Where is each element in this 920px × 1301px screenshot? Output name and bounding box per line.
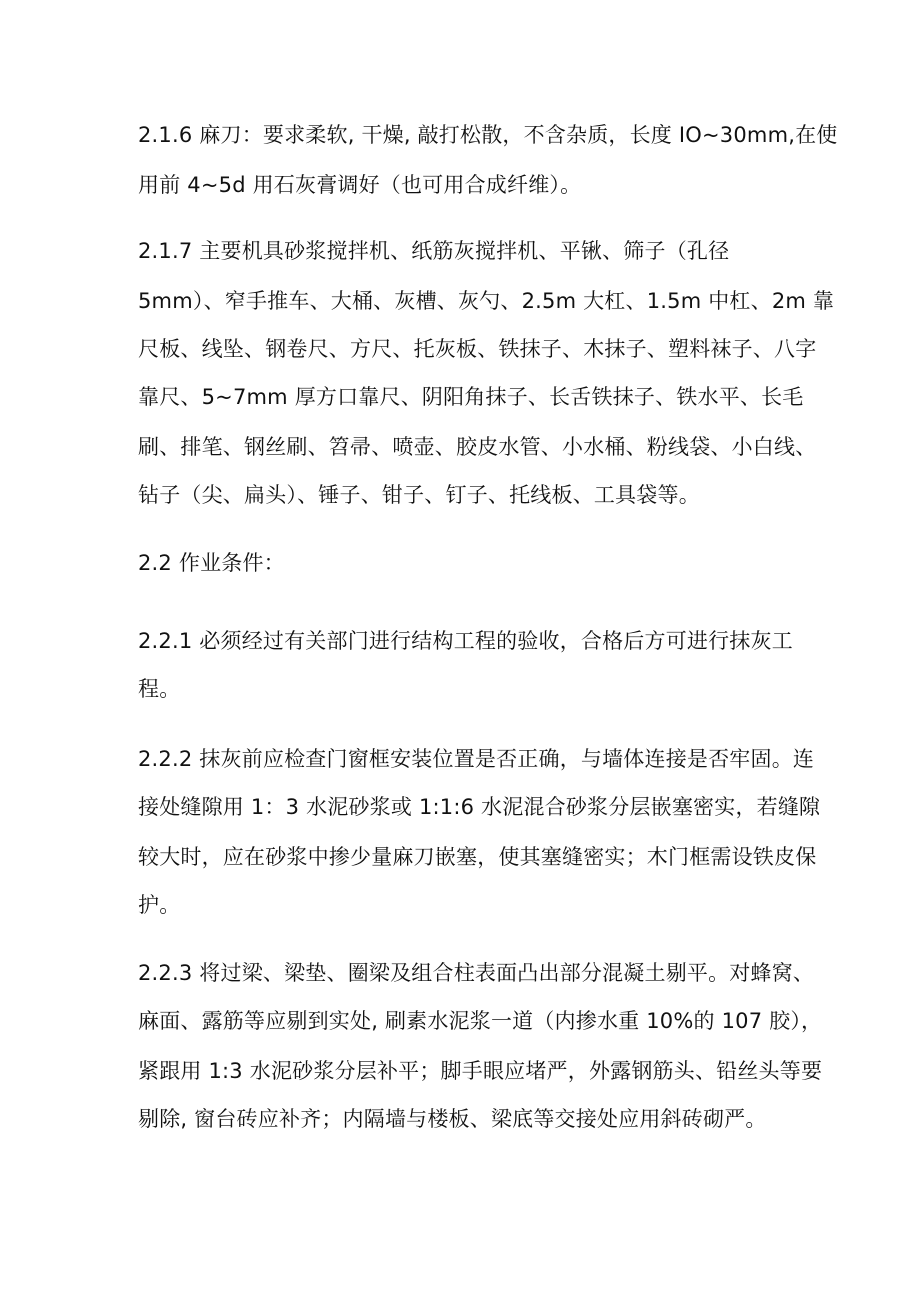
text-line: 2.2.3 将过梁、梁垫、圈梁及组合柱表面凸出部分混凝土剔平。对蜂窝、: [138, 961, 815, 985]
text-line: 接处缝隙用 1：3 水泥砂浆或 1:1:6 水泥混合砂浆分层嵌塞密实，若缝隙: [138, 795, 821, 819]
text-line: 靠尺、5~7mm 厚方口靠尺、阴阳角抹子、长舌铁抹子、铁水平、长毛: [138, 385, 804, 409]
text-line: 2.2.1 必须经过有关部门进行结构工程的验收，合格后方可进行抹灰工: [138, 629, 793, 653]
text-line: 2.1.7 主要机具砂浆搅拌机、纸筋灰搅拌机、平锹、筛子（孔径: [138, 239, 730, 263]
text-line: 2.2.2 抹灰前应检查门窗框安装位置是否正确，与墙体连接是否牢固。连: [138, 747, 815, 771]
text-line: 5mm）、窄手推车、大桶、灰槽、灰勺、2.5m 大杠、1.5m 中杠、2m 靠: [138, 289, 835, 313]
text-line: 程。: [138, 677, 181, 701]
text-line: 2.1.6 麻刀：要求柔软, 干燥, 敲打松散，不含杂质，长度 IO~30mm,在使: [138, 123, 838, 147]
text-line: 刷、排笔、钢丝刷、笤帚、喷壶、胶皮水管、小水桶、粉线袋、小白线、: [138, 435, 817, 459]
text-line: 尺板、线坠、钢卷尺、方尺、托灰板、铁抹子、木抹子、塑料袜子、八字: [138, 337, 817, 361]
text-line: 钻子（尖、扁头）、锤子、钳子、钉子、托线板、工具袋等。: [138, 483, 700, 507]
text-line: 用前 4~5d 用石灰膏调好（也可用合成纤维）。: [138, 173, 582, 197]
text-line: 麻面、露筋等应剔到实处, 刷素水泥浆一道（内掺水重 10%的 107 胶），: [138, 1009, 823, 1033]
text-line: 护。: [138, 893, 181, 917]
section-heading: 2.2 作业条件：: [138, 551, 285, 575]
text-line: 剔除, 窗台砖应补齐；内隔墙与楼板、梁底等交接处应用斜砖砌严。: [138, 1107, 767, 1131]
text-line: 较大时，应在砂浆中掺少量麻刀嵌塞，使其塞缝密实；木门框需设铁皮保: [138, 845, 817, 869]
text-line: 紧跟用 1:3 水泥砂浆分层补平；脚手眼应堵严，外露钢筋头、铅丝头等要: [138, 1059, 823, 1083]
